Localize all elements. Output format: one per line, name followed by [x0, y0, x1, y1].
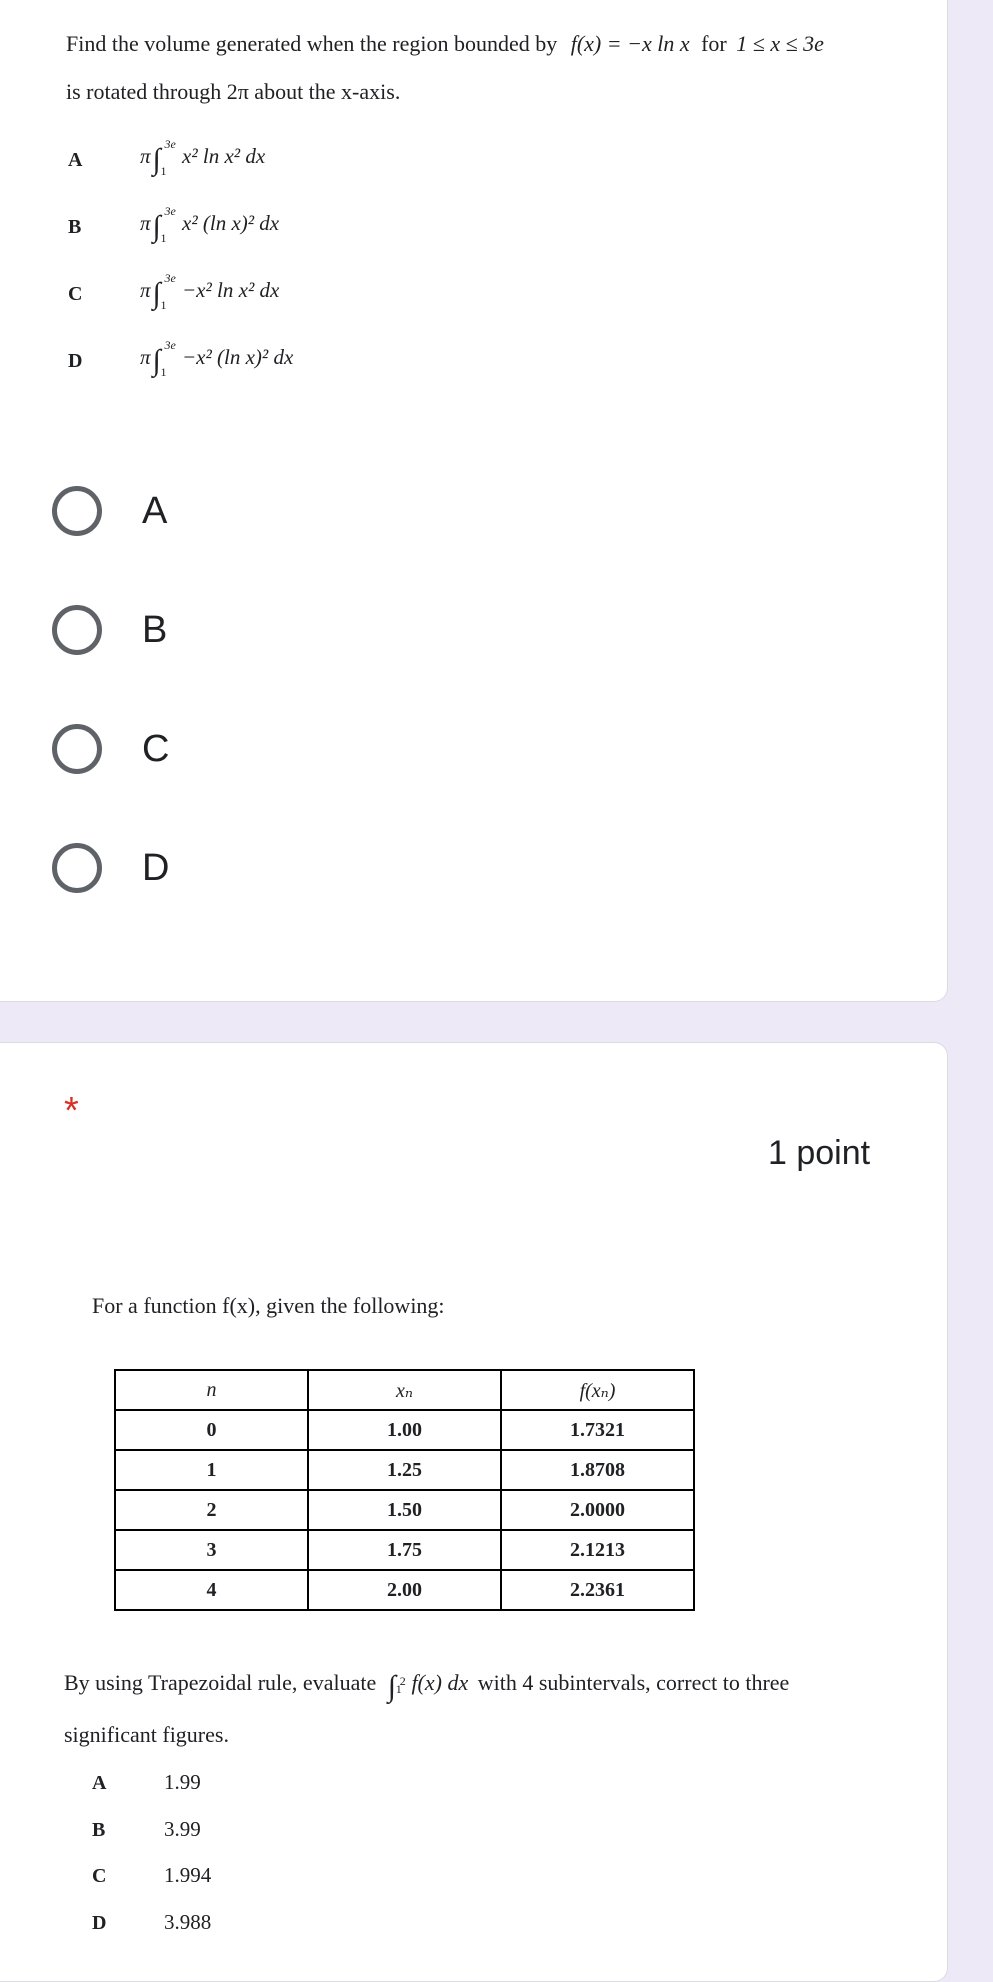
table-cell: 1.7321: [501, 1410, 694, 1450]
radio-circle[interactable]: [52, 486, 102, 536]
required-asterisk: *: [64, 1090, 79, 1132]
table-cell: 2.2361: [501, 1570, 694, 1610]
radio-label-b: B: [142, 608, 168, 651]
table-row: [115, 1570, 694, 1610]
question-card-1: [0, 0, 948, 1002]
question-stem-line1: Find the volume generated when the region bounded by f(x) = −x ln x for 1 ≤ x ≤ 3e: [66, 31, 824, 56]
answer-option-d: D 3.988: [92, 1910, 212, 1934]
radio-label-d: D: [142, 846, 170, 889]
radio-circle[interactable]: [52, 605, 102, 655]
table-cell: 1.75: [308, 1530, 501, 1570]
radio-option-c[interactable]: [52, 719, 752, 779]
question-stem-line2: is rotated through 2π about the x-axis.: [66, 79, 401, 104]
table-row: [115, 1450, 694, 1490]
radio-option-b[interactable]: [52, 600, 752, 660]
option-a: A π∫ 3e 1 x² ln x² dx: [68, 137, 266, 178]
option-b: B π∫ 3e 1 x² (ln x)² dx: [68, 204, 280, 245]
answer-option-c: C 1.994: [92, 1863, 212, 1887]
table-cell: 2.00: [308, 1570, 501, 1610]
radio-circle[interactable]: [52, 724, 102, 774]
table-cell: 2.0000: [501, 1490, 694, 1530]
radio-circle[interactable]: [52, 843, 102, 893]
option-c: C π∫ 3e 1 −x² ln x² dx: [68, 271, 280, 312]
table-header-row: [115, 1370, 694, 1410]
table-cell: 1.25: [308, 1450, 501, 1490]
table-cell: 4: [115, 1570, 308, 1610]
table-header: n: [115, 1370, 308, 1410]
answer-option-a: A 1.99: [92, 1770, 201, 1794]
table-cell: 1.00: [308, 1410, 501, 1450]
radio-label-a: A: [142, 489, 168, 532]
radio-label-c: C: [142, 727, 170, 770]
table-cell: 3: [115, 1530, 308, 1570]
answer-option-b: B 3.99: [92, 1817, 201, 1841]
table-header: f(xₙ): [501, 1370, 694, 1410]
radio-option-d[interactable]: [52, 838, 752, 898]
table-cell: 2: [115, 1490, 308, 1530]
radio-option-a[interactable]: [52, 481, 752, 541]
points-label: 1 point: [768, 1134, 871, 1172]
table-row: [115, 1490, 694, 1530]
question-2-intro: For a function f(x), given the following:: [92, 1293, 445, 1318]
question-2-instruction-line2: significant figures.: [64, 1722, 229, 1747]
table-cell: 2.1213: [501, 1530, 694, 1570]
table-cell: 1.50: [308, 1490, 501, 1530]
table-row: [115, 1410, 694, 1450]
table-row: [115, 1530, 694, 1570]
table-cell: 1: [115, 1450, 308, 1490]
table-cell: 1.8708: [501, 1450, 694, 1490]
question-2-instruction-line1: By using Trapezoidal rule, evaluate ∫ 2 1 f(x) dx with 4 subintervals, correct to three: [64, 1670, 790, 1703]
table-header: xₙ: [308, 1370, 501, 1410]
data-table: [114, 1369, 695, 1611]
option-d: D π∫ 3e 1 −x² (ln x)² dx: [68, 338, 294, 379]
table-cell: 0: [115, 1410, 308, 1450]
